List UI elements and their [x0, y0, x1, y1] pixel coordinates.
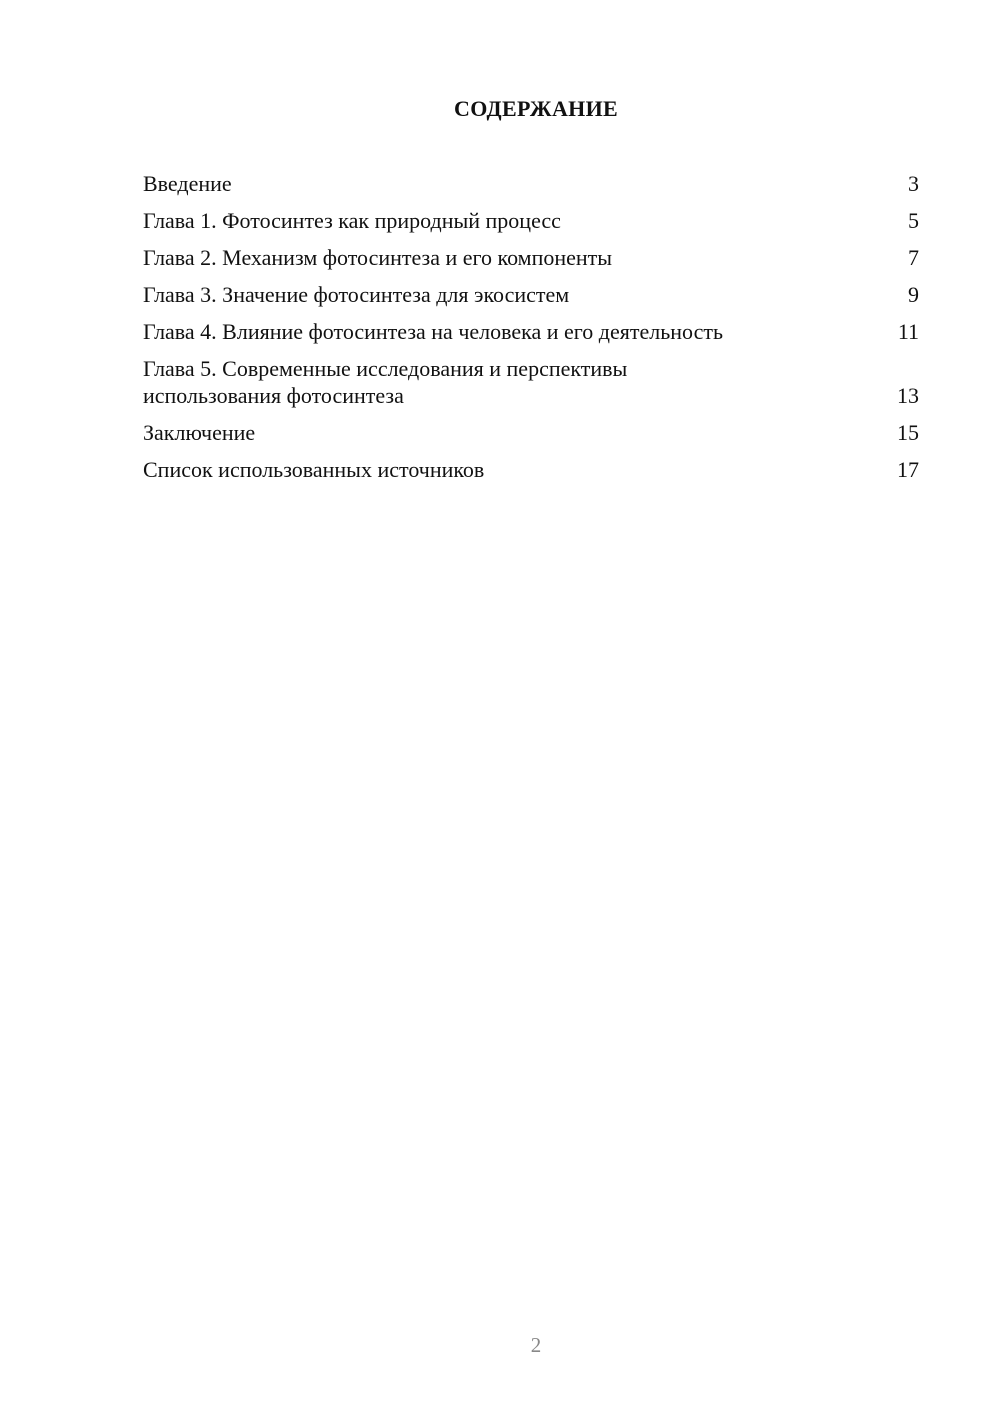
- page-number: 2: [530, 1333, 542, 1357]
- toc-entry-page: 3: [908, 171, 919, 196]
- toc-entry-page: 7: [908, 245, 919, 270]
- toc-entry-chapter-2: [143, 244, 919, 271]
- toc-entry-chapter-4: [143, 318, 919, 345]
- toc-entry-title: Глава 2. Механизм фотосинтеза и его компоненты: [143, 245, 613, 270]
- toc-entry-page: 11: [897, 319, 919, 344]
- toc-entry-references: [143, 456, 919, 483]
- toc-entry-title: Список использованных источников: [143, 457, 485, 482]
- toc-entry-chapter-5: [143, 355, 919, 409]
- toc-entry-title: Глава 5. Современные исследования и перспективы использования фотосинтеза: [143, 356, 628, 408]
- table-of-contents: [143, 170, 919, 493]
- toc-entry-page: 9: [908, 282, 919, 307]
- toc-entry-title: Глава 1. Фотосинтез как природный процесс: [143, 208, 561, 233]
- page-title: СОДЕРЖАНИЕ: [454, 96, 618, 121]
- toc-entry-title: Заключение: [143, 420, 256, 445]
- toc-entry-page: 5: [908, 208, 919, 233]
- toc-entry-page: 17: [897, 457, 919, 482]
- toc-entry-title: Глава 4. Влияние фотосинтеза на человека и его деятельность: [143, 319, 723, 344]
- toc-entry-page: 15: [897, 420, 919, 445]
- toc-entry-title: Глава 3. Значение фотосинтеза для экосистем: [143, 282, 570, 307]
- toc-entry-conclusion: [143, 419, 919, 446]
- toc-entry-introduction: [143, 170, 919, 197]
- toc-entry-title: Введение: [143, 171, 232, 196]
- toc-entry-chapter-3: [143, 281, 919, 308]
- toc-entry-page: 13: [897, 383, 919, 408]
- toc-entry-chapter-1: [143, 207, 919, 234]
